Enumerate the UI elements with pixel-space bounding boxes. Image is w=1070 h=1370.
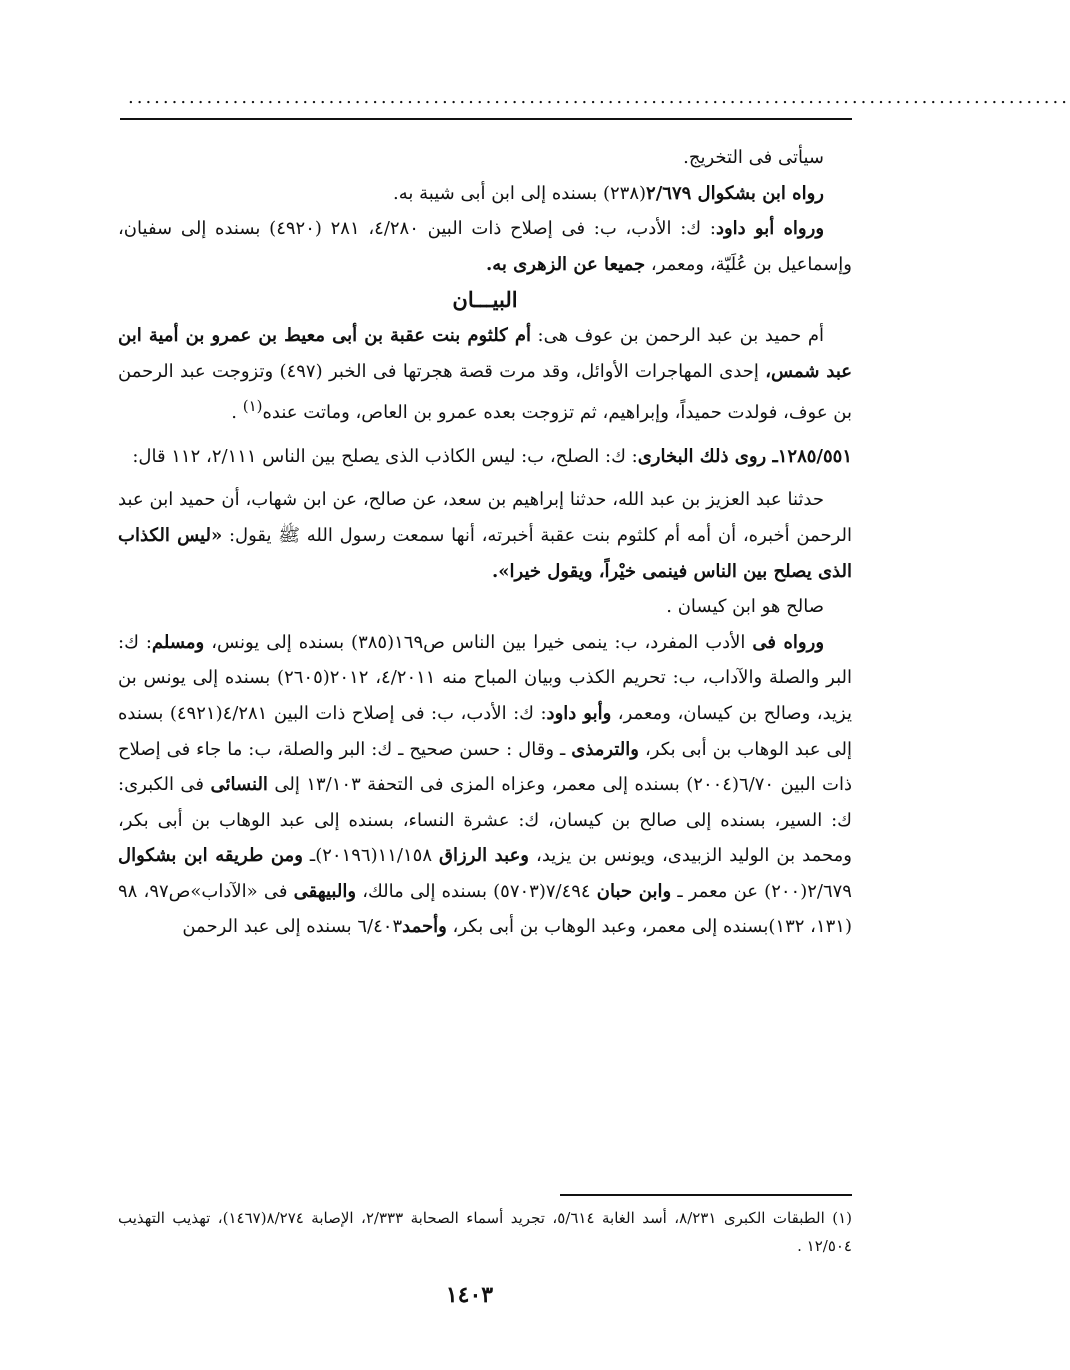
paragraph-takhrij	[118, 625, 852, 945]
section-heading-bayan: البيـــان	[452, 287, 518, 313]
paragraph-ibn-bashkuwal	[118, 176, 852, 212]
citation-text: ١١/١٥٨(٢٠١٩٦)ـ	[302, 845, 440, 867]
citation-text: ٢/٦٧٩(٢٠٠) عن معمر ـ	[671, 880, 852, 902]
main-text	[118, 140, 852, 945]
source-name: وأحمد	[402, 916, 447, 938]
citation-text: : ك: الأدب، ب: فى إصلاح ذات البين ٤/٢٨٠، ٢٨١ (٤٩٢٠) بسنده إلى سفيان، وإسماعيل بن عُلَيّة، ومعمر،	[118, 218, 852, 275]
body-text: إحدى المهاجرات الأوائل، وقد مرت قصة هجرتها فى الخبر (٤٩٧) وتزوجت عبد الرحمن بن عوف، فولدت حميداً، وإبراهيم، ثم تزوجت بعده عمرو بن العاص، وماتت عنده	[118, 360, 852, 424]
paragraph-isnad	[118, 482, 852, 589]
citation-text: فى «الآداب»ص٩٧، ٩٨ (١٣١، ١٣٢)بسنده إلى معمر، وعبد الوهاب بن أبى بكر،	[118, 880, 852, 938]
hadith-number-and-source: ١٢٨٥/٥٥١ـ روى ذلك البخارى	[637, 445, 852, 467]
emphasis-text: جميعا عن الزهرى به.	[485, 253, 646, 275]
footnote-text: الطبقات الكبرى ٨/٢٣١، أسد الغابة ٥/٦١٤، تجريد أسماء الصحابة ٢/٣٣٣، الإصابة ٨/٢٧٤(١٤٦٧)، تهذيب التهذيب ١٢/٥٠٤ .	[118, 1209, 852, 1255]
citation-text: الأدب المفرد، ب: ينمى خيرا بين الناس ص١٦٩(٣٨٥) بسنده إلى يونس،	[204, 631, 753, 653]
footnote-rule	[560, 1194, 852, 1196]
isnad-text: حدثنا عبد العزيز بن عبد الله، حدثنا إبراهيم بن سعد، عن صالح، عن ابن شهاب، أن حميد ابن عبد الرحمن أخبره، أن أمه أم كلثوم بنت عقبة أخبرته، أنها سمعت رسول الله ﷺ يقول:	[118, 489, 853, 546]
citation-text: ٦/٤٠٣ بسنده إلى عبد الرحمن	[182, 916, 403, 938]
citation-text: فى الكبرى: ك: السير، بسنده إلى صالح بن كيسان، ك: عشرة النساء، بسنده إلى عبد الوهاب بن أبى بكر، ومحمد بن الوليد الزبيدى، ويونس بن يزيد،	[118, 774, 852, 867]
page-number: ١٤٠٣	[445, 1282, 494, 1308]
footnote-number: (١)	[832, 1209, 853, 1227]
paragraph-hadith-number	[118, 439, 852, 475]
footnote-reference: (١)	[242, 397, 263, 416]
source-name: النسائى	[210, 774, 268, 796]
citation-text: : ك: البر والصلة والآداب، ب: تحريم الكذب وبيان المباح منه ٤/٢٠١١، ٢٠١٢(٢٦٠٥) بسنده إلى يونس بن يزيد، وصالح بن كيسان، ومعمر،	[118, 631, 852, 724]
source-name: رواه ابن بشكوال ٢/٦٧٩	[646, 182, 824, 204]
source-name: وابن حبان	[596, 880, 672, 902]
source-name: والترمذى	[571, 738, 639, 760]
decorative-dotted-line: ............................................................................................................	[128, 87, 1070, 108]
citation-text: ـ وقال : حسن صحيح ـ ك: البر والصلة، ب: ما جاء فى إصلاح ذات البين ٦/٧٠(٢٠٠٤) بسنده إلى معمر، وعزاه المزى فى التحفة ١٣/١٠٣ إلى	[118, 738, 852, 796]
paragraph-umm-kulthum	[118, 318, 852, 431]
source-name: ورواه أبو داود	[715, 218, 825, 240]
footnote-1	[118, 1204, 852, 1260]
citation-text: : ك: الصلح، ب: ليس الكاذب الذى يصلح بين الناس ٢/١١١، ١١٢ قال:	[132, 445, 638, 467]
body-text: .	[231, 402, 243, 424]
paragraph-takhrij-note: سيأتى فى التخريج.	[683, 147, 824, 168]
citation-text: ٧/٤٩٤(٥٧٠٣) بسنده إلى مالك،	[356, 880, 597, 902]
source-name: وعبد الرزاق	[439, 845, 529, 867]
person-name: أم كلثوم بنت عقبة بن أبى معيط بن عمرو بن أمية ابن عبد شمس،	[118, 324, 853, 382]
source-name: والبيهقى	[293, 880, 357, 902]
footnote-section	[118, 1204, 852, 1260]
source-name: وأبو داود	[546, 702, 612, 724]
paragraph-abu-dawud	[118, 211, 852, 282]
source-name: ومسلم	[151, 631, 205, 653]
source-name: ورواه فى	[752, 631, 825, 653]
citation-text: : ك: الأدب، ب: فى إصلاح ذات البين ٤/٢٨١(٤٩٢١) بسنده إلى عبد الوهاب بن أبى بكر،	[118, 702, 853, 760]
citation-text: (٢٣٨) بسنده إلى ابن أبى شيبة به.	[393, 182, 647, 204]
body-text: أم حميد بن عبد الرحمن بن عوف هى:	[530, 324, 824, 346]
header-rule	[120, 118, 852, 120]
source-name: ومن طريقه ابن بشكوال	[118, 845, 303, 867]
paragraph-salih-note: صالح هو ابن كيسان .	[666, 596, 824, 618]
hadith-matn: «ليس الكذاب الذى يصلح بين الناس فينمى خيْراً، ويقول خيرا».	[118, 524, 852, 582]
